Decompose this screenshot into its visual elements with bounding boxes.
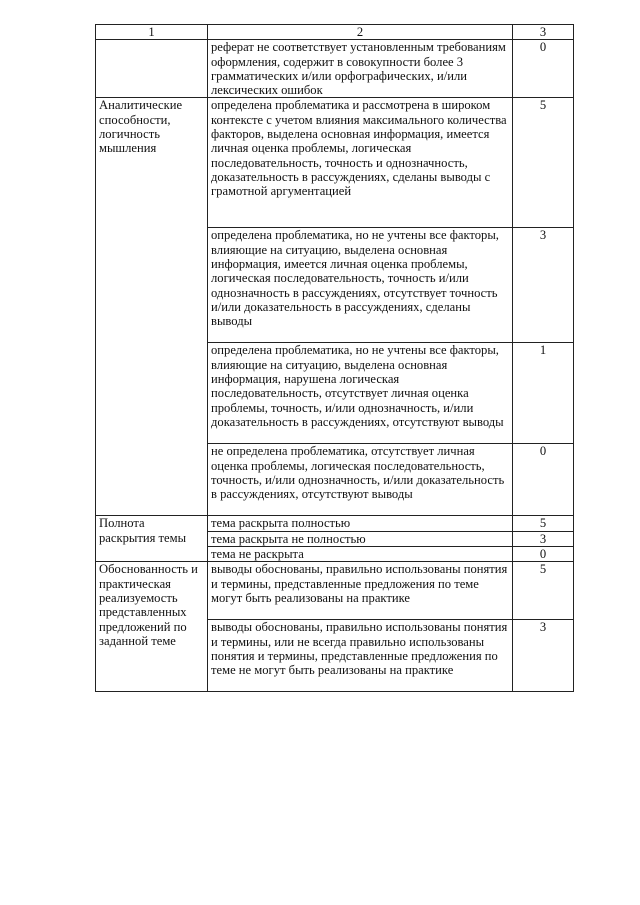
criterion-cell bbox=[96, 40, 208, 98]
criterion-cell: Аналитические способности, логичность мышления bbox=[96, 98, 208, 516]
score-cell: 5 bbox=[513, 516, 574, 531]
score-cell: 1 bbox=[513, 343, 574, 444]
header-col-2: 2 bbox=[208, 25, 513, 40]
header-col-1: 1 bbox=[96, 25, 208, 40]
criterion-cell: Обоснованность и практическая реализуемость представленных предложений по заданной теме bbox=[96, 562, 208, 692]
header-col-3: 3 bbox=[513, 25, 574, 40]
header-row bbox=[96, 25, 574, 40]
score-cell: 5 bbox=[513, 98, 574, 228]
score-cell: 3 bbox=[513, 228, 574, 343]
score-cell: 0 bbox=[513, 40, 574, 98]
description-cell: выводы обоснованы, правильно использованы понятия и термины, представленные предложения по теме могут быть реализованы на практике bbox=[208, 562, 513, 620]
description-cell: не определена проблематика, отсутствует личная оценка проблемы, логическая последовательность, точность, и/или однозначность, и/или доказательность в рассуждениях, отсутствуют выводы bbox=[208, 444, 513, 516]
description-cell: определена проблематика и рассмотрена в широком контексте с учетом влияния максимального количества факторов, выделена основная информация, имеется личная оценка проблемы, логическая последовательность, точность и однозначность, доказательность в рассуждениях, сделаны выводы с грамотной аргументацией bbox=[208, 98, 513, 228]
description-cell: выводы обоснованы, правильно использованы понятия и термины, или не всегда правильно использованы понятия и термины, представленные предложения по теме не могут быть реализованы на практике bbox=[208, 620, 513, 692]
table-row bbox=[96, 98, 574, 228]
description-cell: реферат не соответствует установленным требованиям оформления, содержит в совокупности более 3 грамматических и/или орфографических, и/или лексических ошибок bbox=[208, 40, 513, 98]
table-row bbox=[96, 516, 574, 531]
table-row bbox=[96, 562, 574, 620]
description-cell: определена проблематика, но не учтены все факторы, влияющие на ситуацию, выделена основная информация, имеется личная оценка проблемы, логическая последовательность, точность и/или однозначность в рассуждениях, отсутствует точность и/или доказательность в рассуждениях, сделаны выводы bbox=[208, 228, 513, 343]
criterion-cell: Полнота раскрытия темы bbox=[96, 516, 208, 562]
score-cell: 5 bbox=[513, 562, 574, 620]
description-cell: определена проблематика, но не учтены все факторы, влияющие на ситуацию, выделена основная информация, нарушена логическая последовательность, отсутствует личная оценка проблемы, точность, и/или однозначность, и/или доказательность в рассуждениях, отсутствуют выводы bbox=[208, 343, 513, 444]
description-cell: тема не раскрыта bbox=[208, 547, 513, 562]
score-cell: 3 bbox=[513, 620, 574, 692]
score-cell: 0 bbox=[513, 547, 574, 562]
score-cell: 3 bbox=[513, 531, 574, 546]
description-cell: тема раскрыта полностью bbox=[208, 516, 513, 531]
assessment-criteria-table bbox=[95, 24, 574, 692]
description-cell: тема раскрыта не полностью bbox=[208, 531, 513, 546]
score-cell: 0 bbox=[513, 444, 574, 516]
table-row bbox=[96, 40, 574, 98]
